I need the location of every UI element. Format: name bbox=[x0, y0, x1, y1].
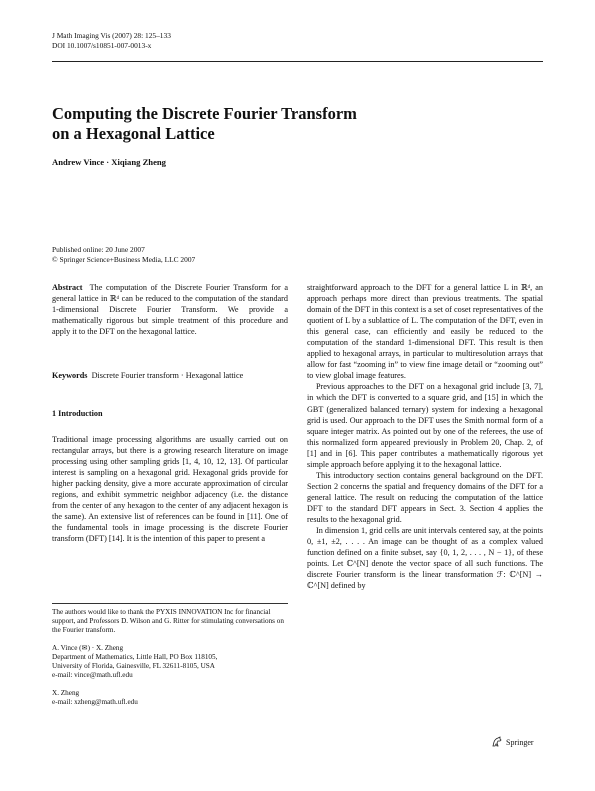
introduction-body bbox=[52, 434, 288, 544]
right-paragraph-2: Previous approaches to the DFT on a hexagonal grid include [3, 7], in which the DFT is converted to a square grid, and [15] in which the GBT (generalized balanced ternary) system for indexing a hexagonal grid is used. Our approach to the DFT uses the Smith normal form of a square integer matrix. As pointed out by one of the referees, the use of this normalized form appeared previously in Problem 20, Chap. 2, of [1] and in [6]. This paper contributes a mathematically rigorous yet simple approach before applying it to the hexagonal lattice. bbox=[307, 382, 543, 469]
section-heading-introduction: 1 Introduction bbox=[52, 409, 103, 418]
title-line-2: on a Hexagonal Lattice bbox=[52, 124, 215, 143]
journal-citation: J Math Imaging Vis (2007) 28: 125–133 bbox=[52, 31, 171, 40]
title-line-1: Computing the Discrete Fourier Transform bbox=[52, 104, 357, 123]
publisher-logo bbox=[491, 736, 534, 748]
author-affiliation bbox=[52, 644, 288, 680]
right-paragraph-3: This introductory section contains general background on the DFT. Section 2 concerns the spatial and frequency domains of the DFT for a general lattice. The result on reducing the computation of the lattice DFT to the standard DFT appears in Sect. 3. Section 4 applies the results to the hexagonal grid. bbox=[307, 470, 543, 524]
footnote-rule bbox=[52, 603, 288, 604]
right-column-body bbox=[307, 282, 543, 591]
header-rule bbox=[52, 61, 543, 62]
publication-info bbox=[52, 245, 195, 264]
abstract-label: Abstract bbox=[52, 283, 83, 292]
introduction-paragraph: Traditional image processing algorithms are usually carried out on rectangular arrays, but there is a growing research literature on image processing using other sampling grids [1, 4, 10, 12, 13]. Of particular interest is sampling on a hexagonal grid. Hexagonal grids provide for higher packing density, give a more accurate approximation of circular regions, and exhibit symmetric neighbor adjacency (i.e. the distance from the center of any hexagon to the center of any adjacent hexagon is the same). An extensive list of references can be found in [11]. One of the fundamental tools in image processing is the discrete Fourier transform (DFT) [14]. It is the intention of this paper to present a bbox=[52, 435, 288, 544]
publisher-name: Springer bbox=[506, 737, 534, 747]
paper-title bbox=[52, 104, 472, 144]
affil2-name: X. Zheng bbox=[52, 689, 80, 697]
affil-names: A. Vince (✉) · X. Zheng bbox=[52, 644, 124, 652]
second-author-affiliation bbox=[52, 689, 288, 707]
published-date: Published online: 20 June 2007 bbox=[52, 245, 145, 254]
acknowledgement-footnote: The authors would like to thank the PYXIS INNOVATION Inc for financial support, and Professors D. Wilson and G. Ritter for stimulating conversations on the Fourier transform. bbox=[52, 608, 284, 635]
springer-horse-icon bbox=[491, 736, 503, 748]
affil-email[interactable]: e-mail: vince@math.ufl.edu bbox=[52, 671, 133, 680]
abstract bbox=[52, 282, 288, 337]
abstract-text: The computation of the Discrete Fourier Transform for a general lattice in ℝᵈ can be reduced to the computation of the standard 1-dimensional Discrete Fourier Transform. We provide a mathematically rigorous but simple treatment of this procedure and apply it to the DFT on the hexagonal lattice. bbox=[52, 283, 288, 337]
keywords-label: Keywords bbox=[52, 371, 88, 380]
right-paragraph-1: straightforward approach to the DFT for a general lattice L in ℝᵈ, an approach perhaps more direct than previous treatments. The spatial domain of the DFT in this context is a set of coset representatives of the quotient of L by a sublattice of L. The computation of the DFT, even in this general case, can efficiently and easily be reduced to the computation of the standard 1-dimensional DFT. This result is then applied to hexagonal arrays, in particular to multiresolution arrays that allow for fast “zooming in” to view fine image detail or “zooming out” to view global image features. bbox=[307, 283, 543, 381]
doi: DOI 10.1007/s10851-007-0013-x bbox=[52, 41, 152, 50]
affil-department: Department of Mathematics, Little Hall, PO Box 118105, bbox=[52, 653, 218, 662]
affil-university: University of Florida, Gainesville, FL 32611-8105, USA bbox=[52, 662, 215, 671]
copyright: © Springer Science+Business Media, LLC 2007 bbox=[52, 254, 196, 264]
authors: Andrew Vince · Xiqiang Zheng bbox=[52, 157, 166, 167]
keywords bbox=[52, 370, 288, 381]
keywords-text: Discrete Fourier transform · Hexagonal lattice bbox=[91, 371, 244, 380]
running-header bbox=[52, 31, 171, 51]
right-paragraph-4: In dimension 1, grid cells are unit intervals centered say, at the points 0, ±1, ±2, . . . . An image can be thought of as a complex valued function defined on a finite subset, say {0, 1, 2, . . . , N − 1}, of these points. Let ℂ^[N] denote the vector space of all such functions. The discrete Fourier transform is the linear transformation ℱ: ℂ^[N] → ℂ^[N] defined by bbox=[307, 526, 543, 591]
affil2-email[interactable]: e-mail: xzheng@math.ufl.edu bbox=[52, 698, 138, 707]
